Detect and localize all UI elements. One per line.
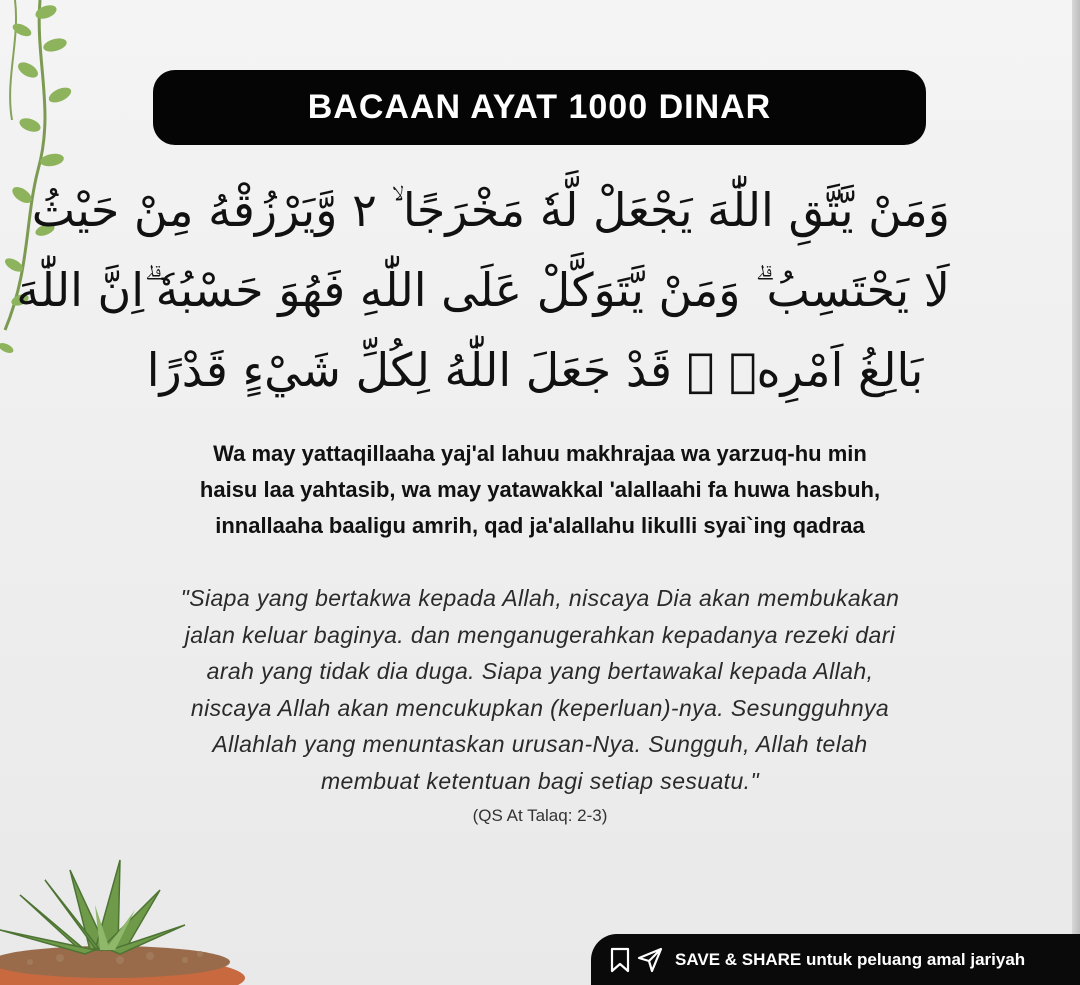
translation-line: niscaya Allah akan mencukupkan (keperluan)-nya. Sesungguhnya xyxy=(190,694,890,721)
translation-line: arah yang tidak dia duga. Siapa yang bertawakal kepada Allah, xyxy=(206,658,874,684)
translation-line: membuat ketentuan bagi setiap sesuatu." xyxy=(320,767,760,794)
translation-line: "Siapa yang bertakwa kepada Allah, niscaya Dia akan membukakan xyxy=(180,585,900,611)
send-icon[interactable] xyxy=(637,947,663,973)
translation-line: jalan keluar baginya. dan menganugerahkan kepadanya rezeki dari xyxy=(184,621,896,648)
right-edge-strip xyxy=(1072,0,1080,985)
arabic-line: بَالِغُ اَمْرِهٖ ۗ قَدْ جَعَلَ اللّٰهُ لِكُلِّ شَيْءٍ قَدْرًا xyxy=(146,343,924,397)
succulent-plant-decoration xyxy=(0,850,250,985)
arabic-verse xyxy=(16,170,950,410)
bookmark-icon[interactable] xyxy=(609,947,631,973)
save-share-label xyxy=(675,950,1025,970)
page-title: BACAAN AYAT 1000 DINAR xyxy=(307,88,772,126)
translation-line: Allahlah yang menuntaskan urusan-Nya. Sungguh, Allah telah xyxy=(212,731,868,757)
transliteration xyxy=(100,436,980,544)
translation xyxy=(90,580,990,799)
save-share-strong: SAVE & SHARE xyxy=(675,949,802,969)
save-share-rest: untuk peluang amal jariyah xyxy=(801,949,1026,969)
arabic-line: وَمَنْ يَّتَّقِ اللّٰهَ يَجْعَلْ لَّهٗ مَخْرَجًا ۙ ٢ وَّيَرْزُقْهُ مِنْ حَيْثُ xyxy=(31,183,950,237)
transliteration-line: haisu laa yahtasib, wa may yatawakkal 'alallaahi fa huwa hasbuh, xyxy=(199,477,881,502)
arabic-line: لَا يَحْتَسِبُ ۗ وَمَنْ يَّتَوَكَّلْ عَلَى اللّٰهِ فَهُوَ حَسْبُهٗ ۗاِنَّ اللّٰهَ xyxy=(16,263,950,317)
transliteration-line: Wa may yattaqillaaha yaj'al lahuu makhrajaa wa yarzuq-hu min xyxy=(213,441,867,466)
save-share-bar[interactable] xyxy=(591,934,1080,985)
verse-citation: (QS At Talaq: 2-3) xyxy=(472,806,608,825)
title-banner xyxy=(153,70,926,145)
transliteration-line: innallaaha baaligu amrih, qad ja'alallahu likulli syai`ing qadraa xyxy=(215,513,865,538)
